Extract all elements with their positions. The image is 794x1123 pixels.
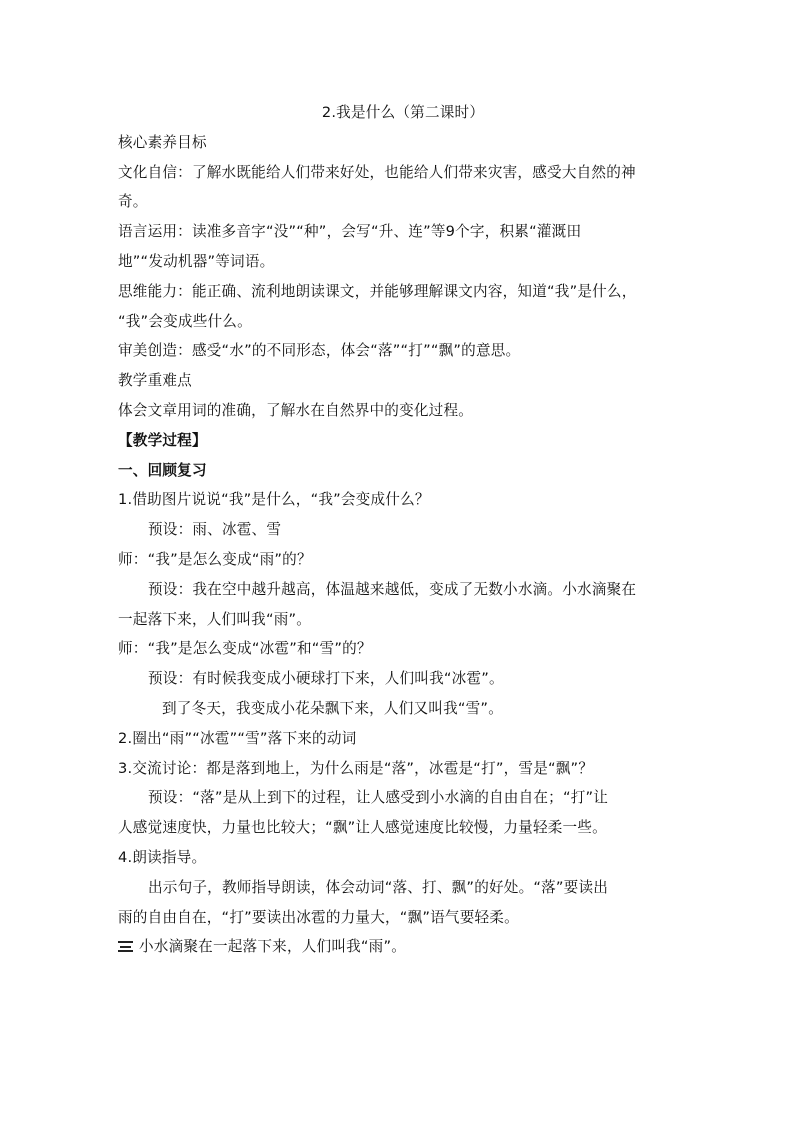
section-heading-bold: 【教学过程】 xyxy=(118,431,207,449)
paragraph-line: 到了冬天，我变成小花朵飘下来，人们又叫我“雪”。 xyxy=(162,699,503,717)
paragraph-line: 思维能力：能正确、流利地朗读课文，并能够理解课文内容，知道“我”是什么， xyxy=(118,282,637,300)
paragraph-line: 地”“发动机器”等词语。 xyxy=(118,252,275,270)
paragraph-line: 文化自信：了解水既能给人们带来好处，也能给人们带来灾害，感受大自然的神 xyxy=(118,163,636,181)
paragraph-line: 雨的自由自在，“打”要读出冰雹的力量大，“飘”语气要轻柔。 xyxy=(118,908,519,926)
document-page xyxy=(118,98,688,962)
picture-icon xyxy=(118,941,133,952)
paragraph-line: 2.圈出“雨”“冰雹”“雪”落下来的动词 xyxy=(118,729,357,747)
paragraph-line: 师：“我”是怎么变成“冰雹”和“雪”的？ xyxy=(118,640,372,658)
sentence-text: 小水滴聚在一起落下来，人们叫我“雨”。 xyxy=(139,938,407,956)
paragraph-line: 语言运用：读准多音字“没”“种”，会写“升、连”等9个字，积累“灌溉田 xyxy=(118,223,582,241)
paragraph-line-with-icon xyxy=(118,932,688,962)
document-title: 2.我是什么（第二课时） xyxy=(321,104,485,121)
paragraph-line: “我”会变成些什么。 xyxy=(118,312,252,330)
section-heading-bold: 一、回顾复习 xyxy=(118,461,207,479)
paragraph-line: 4.朗读指导。 xyxy=(118,848,207,866)
paragraph-line: 师：“我”是怎么变成“雨”的？ xyxy=(118,550,312,568)
paragraph-line: 预设：有时候我变成小硬球打下来，人们叫我“冰雹”。 xyxy=(148,670,504,688)
paragraph-line: 一起落下来，人们叫我“雨”。 xyxy=(118,610,312,628)
paragraph-line: 审美创造：感受“水”的不同形态，体会“落”“打”“飘”的意思。 xyxy=(118,342,521,360)
section-heading: 核心素养目标 xyxy=(118,133,207,151)
paragraph-line: 预设：“落”是从上到下的过程，让人感受到小水滴的自由自在；“打”让 xyxy=(148,789,609,807)
paragraph-line: 预设：我在空中越升越高，体温越来越低，变成了无数小水滴。小水滴聚在 xyxy=(148,580,637,598)
paragraph-line: 出示句子，教师指导朗读，体会动词“落、打、飘”的好处。“落”要读出 xyxy=(148,878,609,896)
paragraph-line: 预设：雨、冰雹、雪 xyxy=(148,521,282,539)
paragraph-line: 1.借助图片说说“我”是什么，“我”会变成什么？ xyxy=(118,491,430,509)
paragraph-line: 奇。 xyxy=(118,193,148,211)
paragraph-line: 人感觉速度快，力量也比较大；“飘”让人感觉速度比较慢，力量轻柔一些。 xyxy=(118,819,607,837)
paragraph-line: 体会文章用词的准确，了解水在自然界中的变化过程。 xyxy=(118,401,474,419)
paragraph-line: 3.交流讨论：都是落到地上，为什么雨是“落”，冰雹是“打”，雪是“飘”？ xyxy=(118,759,594,777)
section-heading: 教学重难点 xyxy=(118,372,192,390)
